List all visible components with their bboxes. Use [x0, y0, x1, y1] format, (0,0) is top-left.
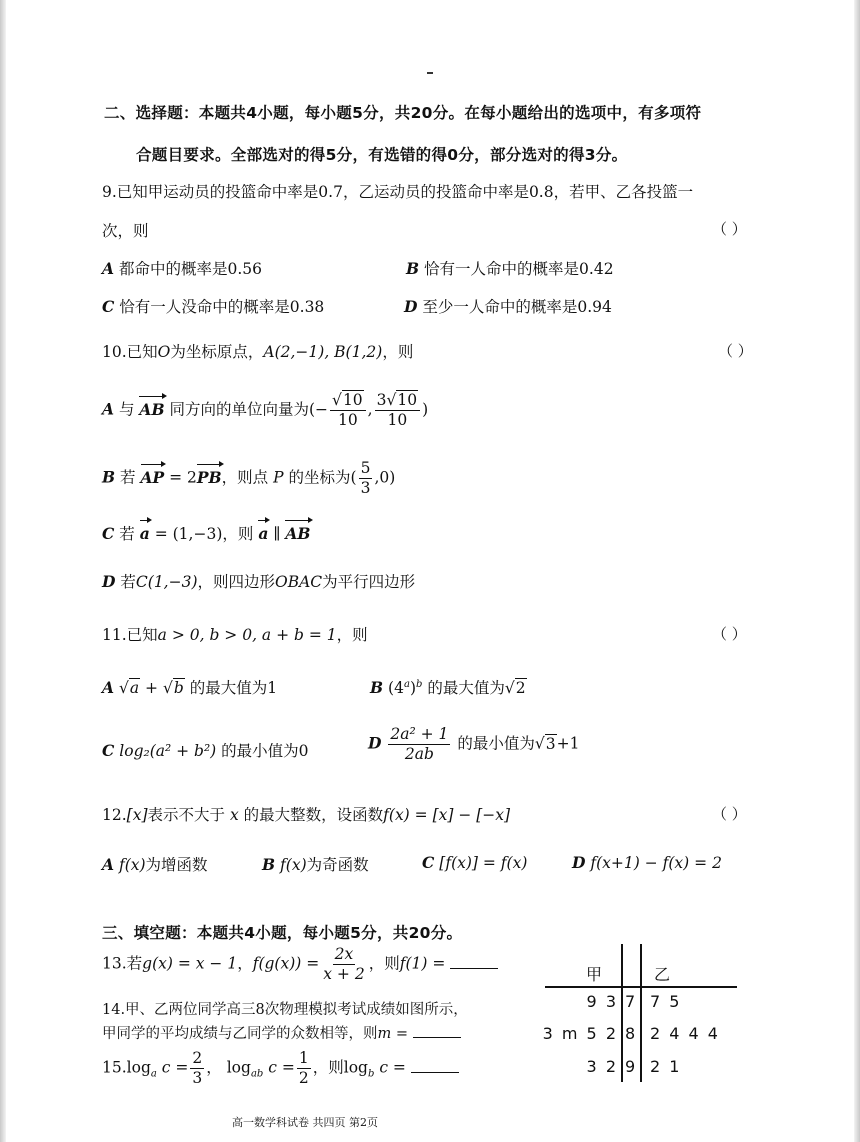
stem-leaf-row2-stem: 8 [625, 1024, 638, 1043]
stem-leaf-divider-right [640, 944, 642, 1082]
q11-option-a[interactable]: A √a + √b 的最大值为1 [102, 678, 278, 697]
q10-option-b[interactable]: B 若 AP = 2PB，则点 P 的坐标为( $\frac{5}{3}$ ,0) [102, 459, 396, 498]
fraction-2-over-3: $\frac{2}{3}$ [192, 1049, 203, 1088]
stem-leaf-right-header: 乙 [654, 965, 673, 984]
page-footer: 高一数学科试卷 共四页 第2页 [232, 1116, 378, 1129]
fraction-1-over-2: $\frac{1}{2}$ [298, 1049, 309, 1088]
stem-leaf-row2-left: 3 m 5 2 [542, 1024, 618, 1043]
fraction-2a2plus1-over-2ab: $\frac{\text{2a² + 1}}{2ab}$ [390, 725, 449, 764]
q9-stem-line2: 次，则 [102, 222, 149, 240]
section3-heading: 三、填空题：本题共4小题，每小题5分，共20分。 [102, 924, 463, 942]
q13-answer-blank[interactable] [450, 954, 498, 969]
q11-option-b[interactable]: B $(4^a)^b$ 的最大值为√2 [370, 678, 526, 697]
vector-ap: AP [140, 467, 165, 487]
q12-option-d[interactable]: D f(x+1) − f(x) = 2 [572, 853, 722, 872]
q13-stem: 13.若g(x) = x − 1，f(g(x)) = $\frac{2x}{x + 2}$ ，则f(1) = [102, 946, 498, 983]
q9-option-b[interactable]: B 恰有一人命中的概率是0.42 [406, 259, 614, 278]
vector-ab: AB [139, 399, 165, 419]
page-edge-right [854, 0, 860, 1142]
q14-answer-blank[interactable] [413, 1023, 461, 1038]
stem-leaf-row3-left: 3 2 [586, 1057, 618, 1076]
q10-option-c[interactable]: C 若 a = (1,−3)，则 a ∥ AB [102, 524, 311, 543]
stem-leaf-row1-right: 7 5 [650, 992, 682, 1011]
fraction-neg-sqrt10-over-10: $\frac{√10}{10}$ [330, 392, 366, 429]
q12-answer-paren: （ ） [712, 805, 747, 823]
q11-option-d[interactable]: D $\frac{\text{2a² + 1}}{2ab}$ 的最小值为√3+1 [368, 725, 580, 764]
stem-leaf-row3-stem: 9 [625, 1057, 638, 1076]
vector-ab: AB [285, 524, 311, 543]
q10-option-a[interactable]: A 与 AB 同方向的单位向量为(− $\frac{√10}{10}$ , $\frac{3√10}{10}$ ) [102, 391, 429, 430]
q9-answer-paren: （ ） [712, 220, 747, 238]
fraction-2x-over-xplus2: $\frac{2x}{x + 2}$ [323, 945, 365, 984]
fraction-3sqrt10-over-10: $\frac{3√10}{10}$ [375, 392, 421, 429]
q9-stem-line1: 9.已知甲运动员的投篮命中率是0.7，乙运动员的投篮命中率是0.8，若甲、乙各投篮一 [102, 183, 694, 201]
vector-pb: PB [196, 467, 222, 487]
stem-leaf-row1-left: 9 3 [586, 992, 618, 1011]
q9-option-d[interactable]: D 至少一人命中的概率是0.94 [404, 297, 612, 316]
fraction-5-over-3: $\frac{5}{3}$ [360, 459, 371, 498]
section2-heading-line1: 二、选择题：本题共4小题，每小题5分，共20分。在每小题给出的选项中，有多项符 [104, 104, 702, 122]
page-edge-left [0, 0, 6, 1142]
vector-a: a [258, 524, 269, 543]
q10-answer-paren: （ ） [718, 342, 753, 360]
q10-stem: 10.已知O为坐标原点，A(2,−1), B(1,2)，则 [102, 343, 414, 361]
stem-leaf-divider-left [621, 944, 623, 1082]
q9-option-c[interactable]: C 恰有一人没命中的概率是0.38 [102, 297, 325, 316]
q11-stem: 11.已知a > 0, b > 0, a + b = 1，则 [102, 626, 368, 644]
q15-answer-blank[interactable] [411, 1058, 459, 1073]
q14-stem-line2: 甲同学的平均成绩与乙同学的众数相等，则m = [102, 1022, 461, 1043]
q15-stem: $15.\log_a$ c = $\frac{2}{3}$ ， $\log_{ab} c$ = $\frac{1}{2}$ ，则$\log_b c$ = [102, 1050, 459, 1087]
q11-option-c[interactable]: C log₂(a² + b²) 的最小值为0 [102, 741, 309, 760]
page-mark [427, 72, 433, 74]
vector-a: a [139, 524, 150, 543]
stem-leaf-row1-stem: 7 [625, 992, 638, 1011]
q9-option-a[interactable]: A 都命中的概率是0.56 [102, 259, 262, 278]
q14-stem-line1: 14.甲、乙两位同学高三8次物理模拟考试成绩如图所示， [102, 1002, 468, 1018]
stem-leaf-row2-right: 2 4 4 4 [650, 1024, 720, 1043]
stem-leaf-row3-right: 2 1 [650, 1057, 682, 1076]
q12-stem: 12.[x]表示不大于 x 的最大整数，设函数f(x) = [x] − [−x] [102, 806, 511, 824]
q12-option-a[interactable]: A f(x)为增函数 [102, 855, 208, 874]
stem-leaf-left-header: 甲 [586, 965, 605, 984]
q12-option-c[interactable]: C [f(x)] = f(x) [422, 853, 528, 872]
q12-option-b[interactable]: B f(x)为奇函数 [262, 855, 369, 874]
q11-answer-paren: （ ） [712, 625, 747, 643]
q10-option-d[interactable]: D 若C(1,−3)，则四边形OBAC为平行四边形 [102, 572, 416, 591]
section2-heading-line2: 合题目要求。全部选对的得5分，有选错的得0分，部分选对的得3分。 [136, 146, 628, 164]
